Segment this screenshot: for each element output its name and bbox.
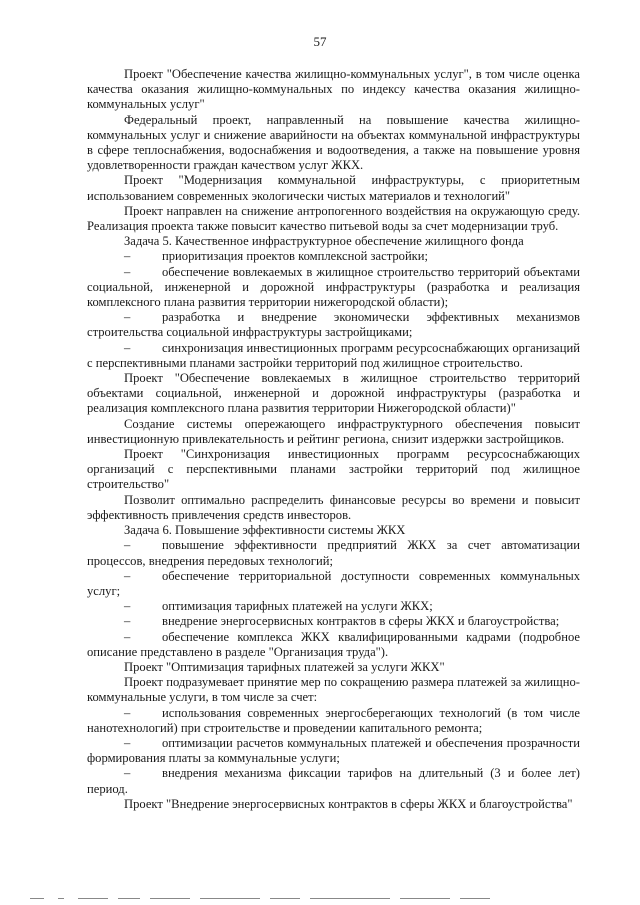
list-item [87, 265, 580, 311]
paragraph: Проект "Модернизация коммунальной инфраструктуры, с приоритетным использованием современных экологически чистых материалов и технологий" [87, 173, 580, 203]
paragraph: Создание системы опережающего инфраструктурного обеспечения повысит инвестиционную привлекательность и рейтинг региона, снизит издержки застройщиков. [87, 416, 580, 446]
list-dash: – [124, 538, 131, 553]
list-item-text: повышение эффективности предприятий ЖКХ за счет автоматизации процессов, внедрения передовых технологий; [87, 538, 580, 568]
list-item-text: приоритизация проектов комплексной застройки; [162, 249, 429, 264]
list-item-text: оптимизации расчетов коммунальных платежей и обеспечения прозрачности формирования платы за коммунальные услуги; [87, 735, 580, 766]
list-item [87, 630, 580, 660]
paragraph: Проект "Обеспечение вовлекаемых в жилищное строительство территорий объектами социальной, инженерной и дорожной инфраструктуры (разработка и реализация комплексного плана развития территории Нижегородской области)" [87, 371, 580, 416]
paragraph: Задача 5. Качественное инфраструктурное обеспечение жилищного фонда [124, 234, 524, 249]
list-dash: – [124, 310, 131, 325]
list-dash: – [124, 766, 131, 781]
list-dash: – [124, 614, 131, 629]
paragraph: Проект подразумевает принятие мер по сокращению размера платежей за жилищно-коммунальные услуги, в том числе за счет: [87, 675, 580, 705]
list-item [87, 249, 580, 264]
list-dash: – [124, 735, 131, 750]
list-item-text: разработка и внедрение экономически эффективных механизмов строительства социальной инфраструктуры застройщиками; [87, 310, 580, 340]
page-number: 57 [313, 34, 327, 49]
list-dash: – [124, 568, 131, 583]
list-item [87, 310, 580, 340]
list-item [87, 614, 580, 629]
list-dash: – [124, 599, 131, 614]
paragraph: Федеральный проект, направленный на повышение качества жилищно-коммунальных услуг и снижение аварийности на объектах коммунальной инфраструктуры в сфере теплоснабжения, водоснабжения и водоотведения, а также на повышение уровня удовлетворенности граждан качеством услуг ЖКХ. [87, 112, 580, 173]
list-dash: – [124, 629, 131, 644]
paragraph: Позволит оптимально распределить финансовые ресурсы во времени и повысит эффективность привлечения средств инвесторов. [87, 492, 580, 522]
list-item [87, 736, 580, 766]
list-item-text: синхронизация инвестиционных программ ресурсоснабжающих организаций с перспективными планами застройки территорий под жилищное строительство. [87, 340, 580, 370]
list-item [87, 569, 580, 599]
list-dash: – [124, 249, 131, 264]
list-item [87, 599, 580, 614]
list-item-text: обеспечение вовлекаемых в жилищное строительство территорий объектами социальной, инженерной и дорожной инфраструктуры (разработка и реализация комплексного плана развития территории нижегородской области); [87, 264, 580, 310]
list-item [87, 341, 580, 371]
paragraph: Проект "Обеспечение качества жилищно-коммунальных услуг", в том числе оценка качества оказания жилищно-коммунальных по индексу качества оказания жилищно-коммунальных услуг" [87, 67, 580, 112]
list-item-text: оптимизация тарифных платежей на услуги ЖКХ; [162, 599, 433, 614]
paragraph: Проект "Внедрение энергосервисных контрактов в сферы ЖКХ и благоустройства" [124, 796, 573, 811]
list-item-text: внедрение энергосервисных контрактов в сферы ЖКХ и благоустройства; [162, 614, 560, 629]
list-item [87, 706, 580, 736]
list-item-text: обеспечение комплекса ЖКХ квалифицированными кадрами (подробное описание представлено в разделе "Организация труда"). [87, 629, 580, 659]
list-item [87, 538, 580, 568]
list-item-text: использования современных энергосберегающих технологий (в том числе нанотехнологий) при строительстве и проведении капитального ремонта; [87, 705, 580, 735]
paragraph: Проект "Синхронизация инвестиционных программ ресурсоснабжающих организаций с перспективными планами застройки территорий под жилищное строительство" [87, 447, 580, 492]
list-dash: – [124, 264, 131, 279]
list-dash: – [124, 705, 131, 720]
list-dash: – [124, 340, 131, 355]
paragraph: Задача 6. Повышение эффективности системы ЖКХ [124, 523, 406, 538]
page-body [87, 67, 580, 812]
paragraph: Проект "Оптимизация тарифных платежей за услуги ЖКХ" [124, 659, 445, 674]
list-item-text: внедрения механизма фиксации тарифов на длительный (3 и более лет) период. [87, 766, 580, 796]
scan-edge-artifact [0, 896, 640, 902]
list-item-text: обеспечение территориальной доступности современных коммунальных услуг; [87, 568, 580, 598]
paragraph: Проект направлен на снижение антропогенного воздействия на окружающую среду. Реализация проекта также повысит качество питьевой воды за счет модернизации труб. [87, 203, 580, 234]
list-item [87, 766, 580, 796]
